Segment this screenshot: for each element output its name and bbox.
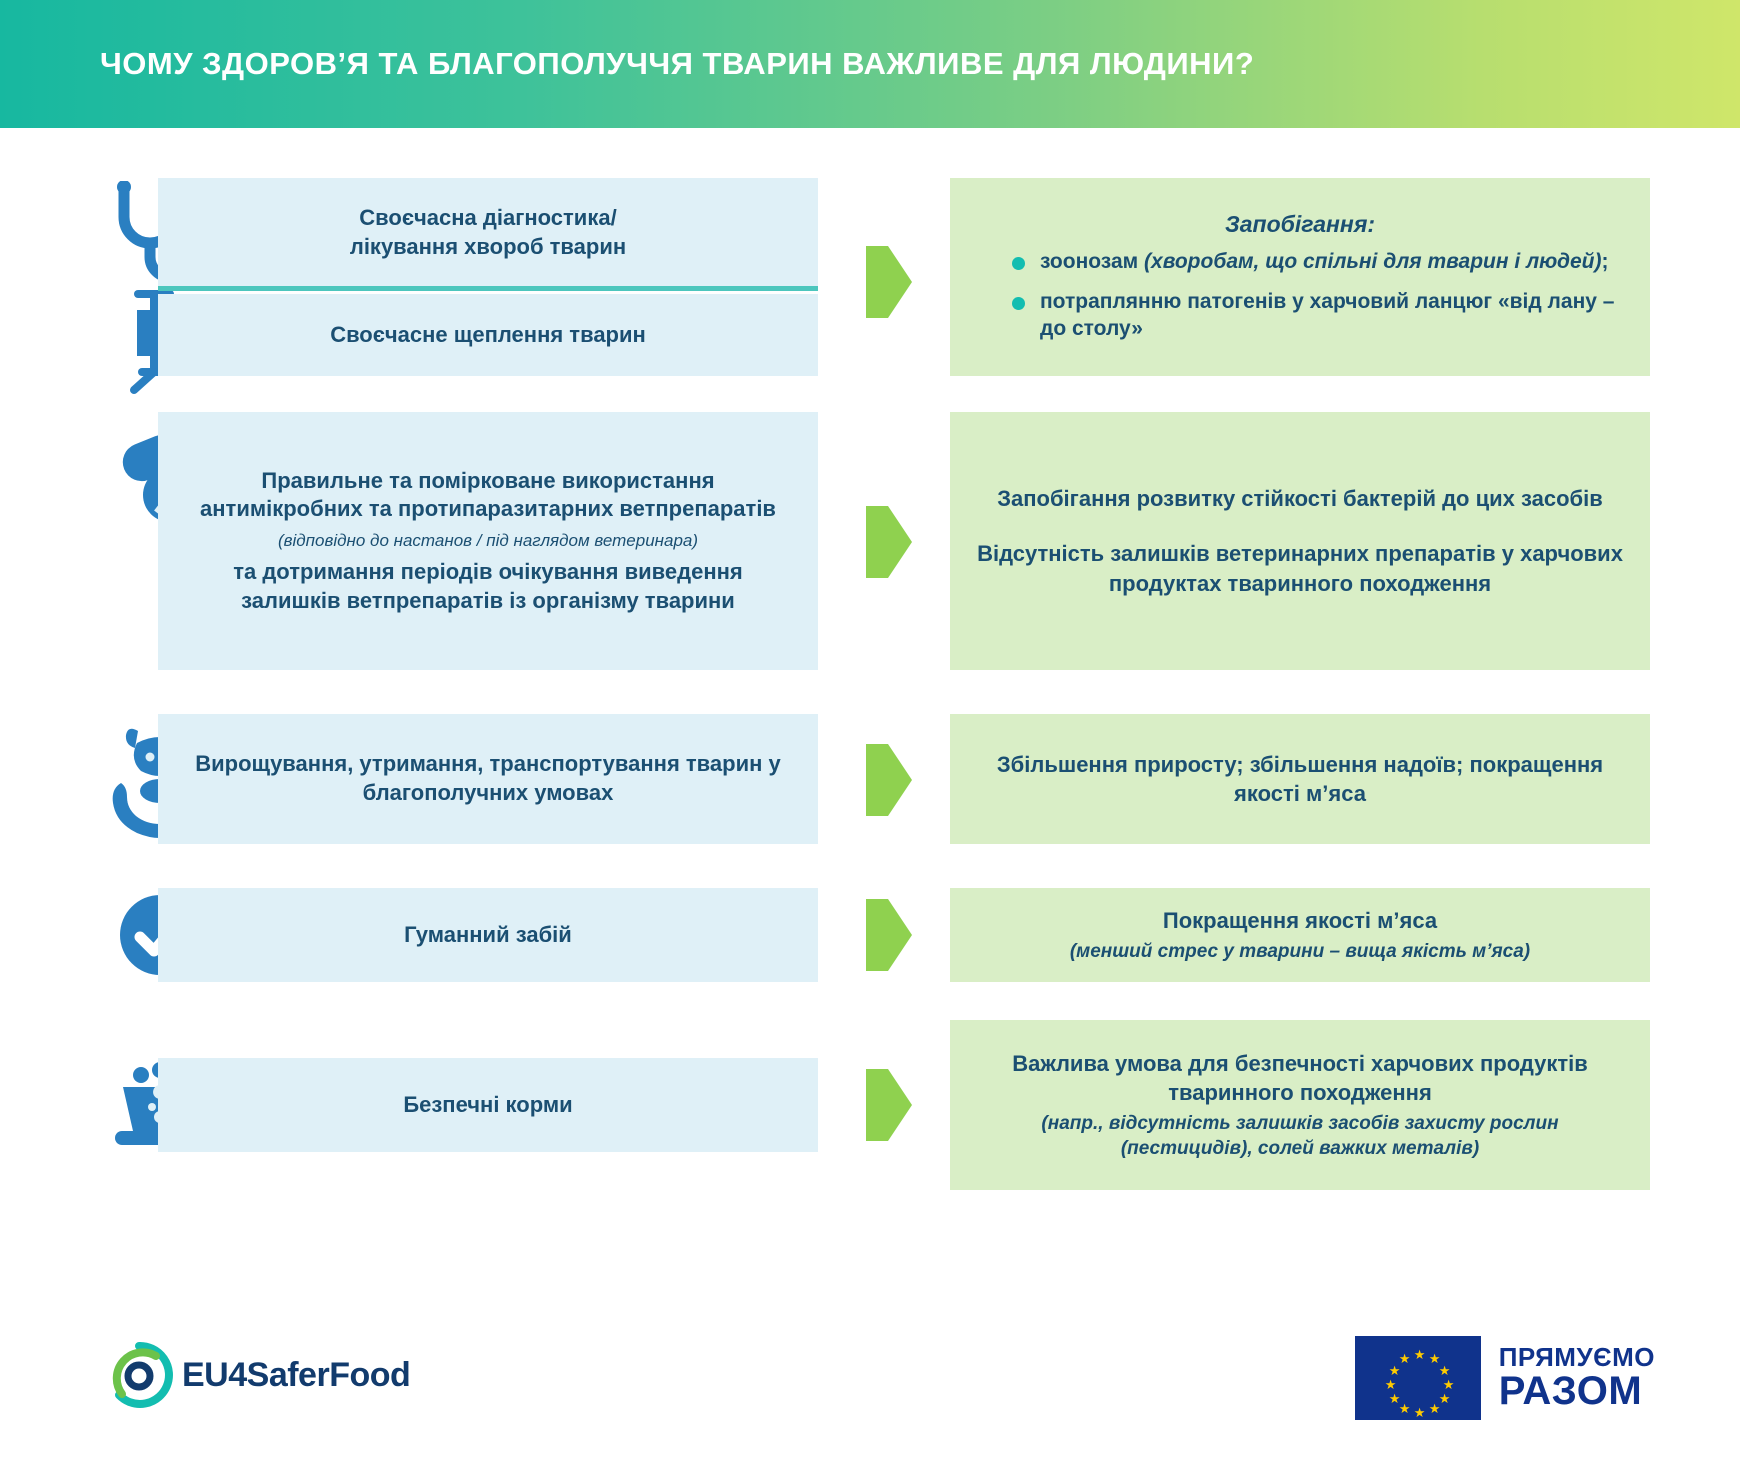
left-box-safe-feed: [158, 1058, 818, 1152]
row-divider: [158, 286, 818, 291]
arrow-4-icon: [866, 899, 912, 971]
right-text-welfare: Збільшення приросту; збільшення надоїв; покращення якості м’яса: [996, 751, 1604, 806]
left-text-vaccination: Своєчасне щеплення тварин: [330, 321, 646, 347]
left-text-antimicrobials-1: Правильне та помірковане використання антимікробних та протипаразитарних ветпрепаратів: [200, 467, 776, 522]
right-heading-prevention: Запобігання:: [1224, 210, 1376, 237]
together-wordmark: [1499, 1344, 1655, 1411]
left-text-humane-slaughter: Гуманний забій: [404, 921, 572, 947]
eu-flag-icon: ★ ★ ★ ★ ★ ★ ★ ★ ★ ★ ★ ★: [1355, 1336, 1481, 1420]
eu4saferfood-swirl-icon: [100, 1336, 178, 1414]
right-text-safe-feed: Важлива умова для безпечності харчових продуктів тваринного походження: [1012, 1050, 1588, 1105]
list-item: [1012, 248, 1624, 276]
left-text-safe-feed: Безпечні корми: [403, 1091, 573, 1117]
left-text-diagnostics: Своєчасна діагностика/ лікування хвороб тварин: [349, 205, 627, 259]
left-box-diagnostics: [158, 178, 818, 288]
left-box-welfare: [158, 714, 818, 844]
left-box-humane-slaughter: [158, 888, 818, 982]
row-humane-slaughter: [0, 880, 1740, 990]
row-safe-feed: [0, 1020, 1740, 1190]
bullet-tail-0: ;: [1601, 249, 1609, 273]
eu4saferfood-wordmark: EU4SaferFood: [182, 1355, 411, 1394]
row-welfare: [0, 704, 1740, 854]
page-header: [0, 0, 1740, 128]
bullet-italic-0: (хворобам, що спільні для тварин і людей): [1144, 249, 1602, 273]
arrow-1-icon: [866, 246, 912, 318]
right-text-residues: Відсутність залишків ветеринарних препаратів у харчових продуктах тваринного походження: [977, 541, 1623, 596]
arrow-3-icon: [866, 744, 912, 816]
row-diagnostics: [0, 168, 1740, 398]
left-text-antimicrobials-2: та дотримання періодів очікування виведення залишків ветпрепаратів із організму тварини: [233, 559, 743, 613]
left-box-vaccination: [158, 294, 818, 376]
bullet-strong-0: зоонозам: [1040, 249, 1145, 273]
right-box-prevention: [950, 178, 1650, 376]
right-box-welfare: [950, 714, 1650, 844]
left-note-antimicrobials: (відповідно до настанов / під наглядом ветеринара): [277, 530, 699, 550]
right-box-antimicrobials: [950, 412, 1650, 670]
right-text-meat-quality: Покращення якості м’яса: [1162, 907, 1438, 933]
page-title: ЧОМУ ЗДОРОВ’Я ТА БЛАГОПОЛУЧЧЯ ТВАРИН ВАЖЛИВЕ ДЛЯ ЛЮДИНИ?: [100, 46, 1255, 81]
eu4saferfood-logo: [100, 1336, 410, 1414]
arrow-2-icon: [866, 506, 912, 578]
right-box-safe-feed: [950, 1020, 1650, 1190]
together-logo: [1355, 1336, 1655, 1420]
bullet-strong-1: потраплянню патогенів у харчовий ланцюг «від лану – до столу»: [1040, 289, 1615, 341]
page-footer: [0, 1318, 1740, 1464]
row-antimicrobials: [0, 406, 1740, 676]
together-line-2: РАЗОМ: [1498, 1368, 1643, 1413]
together-line-1: ПРЯМУЄМО: [1498, 1342, 1655, 1373]
right-note-safe-feed: (напр., відсутність залишків засобів захисту рослин (пестицидів), солей важких металів): [1041, 1112, 1559, 1160]
right-note-meat-quality: (менший стрес у тварини – вища якість м’яса): [1069, 940, 1531, 962]
arrow-5-icon: [866, 1069, 912, 1141]
right-text-resistance: Запобігання розвитку стійкості бактерій до цих засобів: [997, 486, 1603, 512]
content-area: [0, 128, 1740, 1318]
prevention-bullet-list: [976, 248, 1624, 343]
right-box-humane-slaughter: [950, 888, 1650, 982]
left-text-welfare: Вирощування, утримання, транспортування тварин у благополучних умовах: [195, 751, 781, 805]
list-item: [1012, 288, 1624, 343]
left-box-antimicrobials: [158, 412, 818, 670]
